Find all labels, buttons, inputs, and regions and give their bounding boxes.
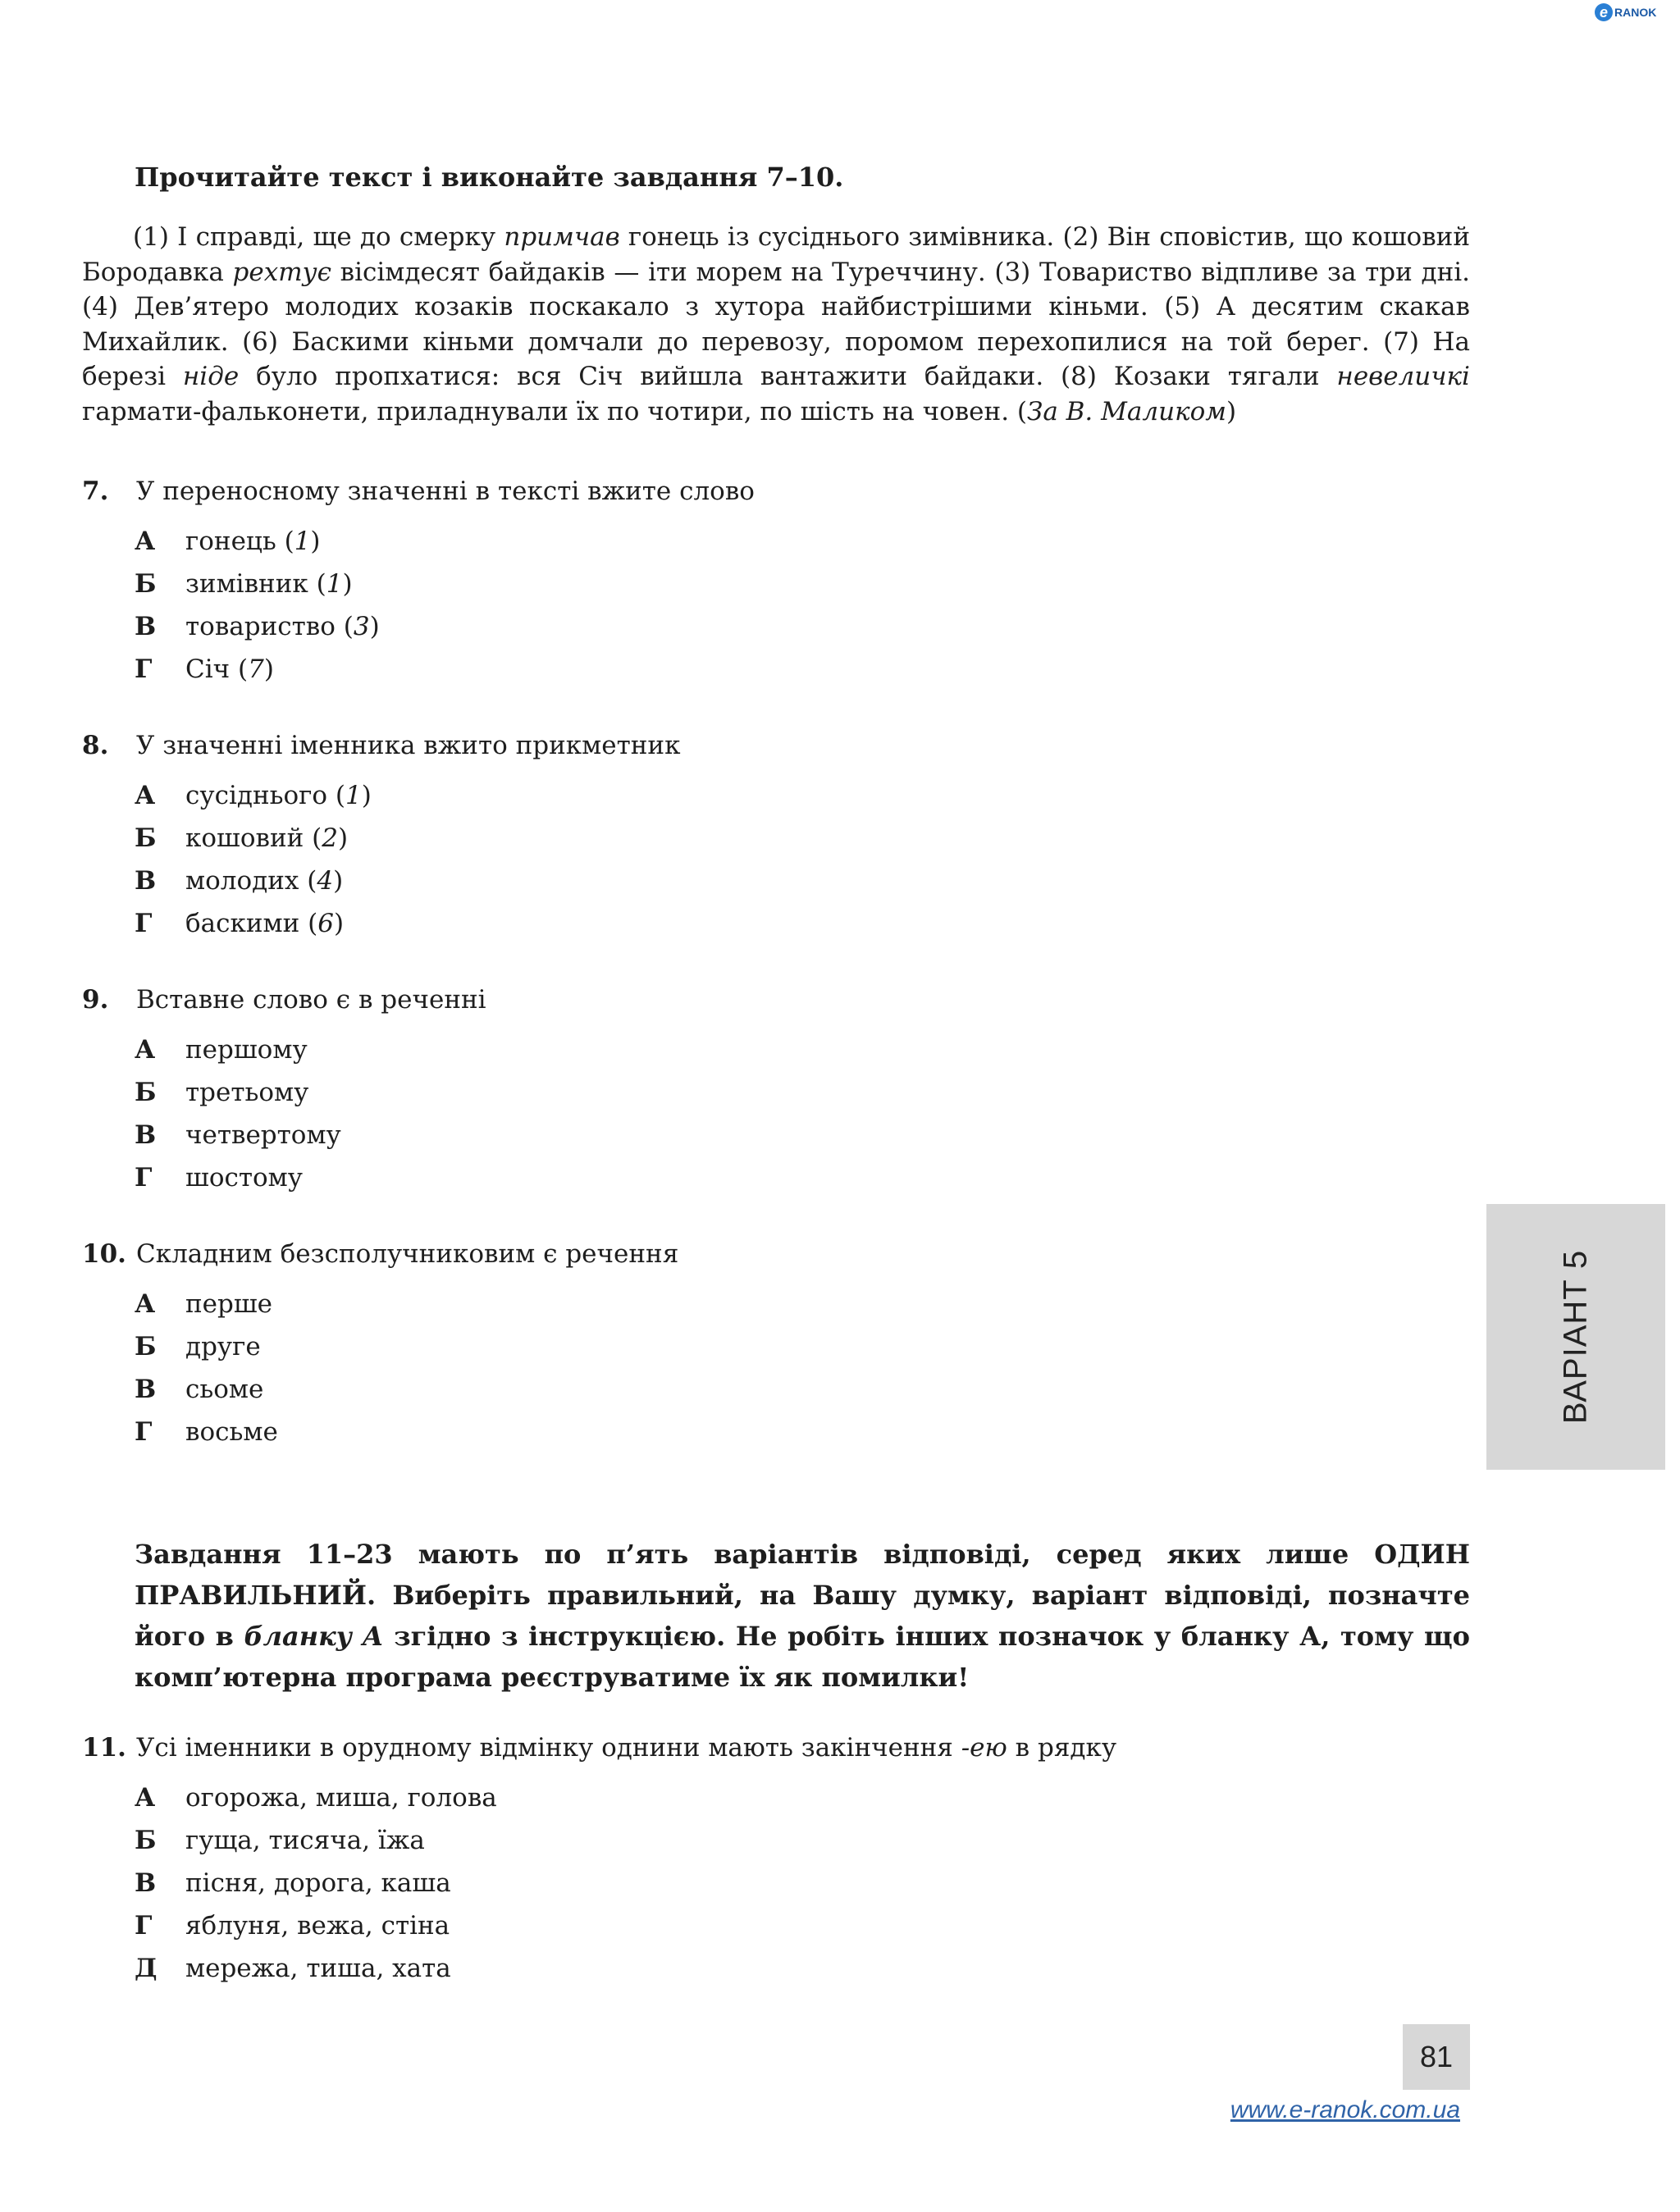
option-b[interactable] — [135, 1071, 873, 1114]
question-number: 9. — [82, 985, 109, 1015]
question-10 — [82, 1237, 678, 1271]
question-number: 10. — [82, 1239, 126, 1269]
option-letter: Г — [135, 1417, 153, 1447]
option-letter: Г — [135, 1163, 153, 1193]
passage-text: було пропхатися: вся Січ вийшла вантажити байдаки. (8) Козаки тягали — [239, 362, 1337, 391]
question-7 — [82, 474, 755, 509]
option-letter: Б — [135, 1826, 157, 1855]
option-text: огорожа, миша, голова — [185, 1783, 497, 1813]
option-text: третьому — [185, 1078, 309, 1107]
option-text: баскими ( — [185, 909, 318, 938]
passage-paragraph — [82, 220, 1470, 429]
option-text: ) — [337, 823, 349, 853]
passage-italic: ніде — [182, 362, 240, 391]
question-stem: в рядку — [1007, 1733, 1117, 1763]
instructions-block — [135, 1534, 1470, 1698]
option-letter: Б — [135, 569, 157, 599]
question-stem: Вставне слово є в реченні — [136, 985, 486, 1015]
footer-link[interactable]: www.e-ranok.com.ua — [1230, 2096, 1460, 2123]
option-letter: Г — [135, 654, 153, 684]
option-letter: В — [135, 1868, 157, 1898]
question-10-options — [135, 1283, 873, 1453]
question-11 — [82, 1731, 1116, 1765]
task-heading: Прочитайте текст і виконайте завдання 7–10. — [135, 162, 844, 193]
option-a[interactable] — [135, 1283, 873, 1325]
option-v[interactable] — [135, 1368, 873, 1411]
option-d[interactable] — [135, 1947, 873, 1990]
question-stem: У значенні іменника вжито прикметник — [136, 731, 681, 760]
option-letter: В — [135, 866, 157, 896]
option-v[interactable] — [135, 605, 873, 648]
option-text: ) — [361, 781, 372, 810]
logo-text: RANOK — [1614, 6, 1657, 19]
option-ref: 7 — [248, 654, 264, 684]
logo-mark: e — [1595, 3, 1613, 21]
question-number: 7. — [82, 477, 109, 506]
option-b[interactable] — [135, 563, 873, 605]
option-text: першому — [185, 1035, 308, 1065]
option-text: кошовий ( — [185, 823, 322, 853]
passage-author: За В. Маликом — [1027, 396, 1226, 426]
option-h[interactable] — [135, 1156, 873, 1199]
option-text: восьме — [185, 1417, 278, 1447]
option-text: сьоме — [185, 1375, 264, 1404]
option-text: ) — [263, 654, 274, 684]
option-letter: Б — [135, 823, 157, 853]
question-7-options — [135, 520, 873, 691]
option-text: гонець ( — [185, 527, 294, 556]
instructions-italic: бланку А — [244, 1621, 384, 1652]
option-h[interactable] — [135, 1411, 873, 1453]
question-number: 8. — [82, 731, 109, 760]
option-ref: 1 — [326, 569, 343, 599]
option-v[interactable] — [135, 860, 873, 902]
option-b[interactable] — [135, 1819, 873, 1862]
instructions-text: згідно з інструкцією. Не робіть інших позначок у бланку А, тому що комп’ютерна програма реєструватиме їх як помилки! — [135, 1621, 1471, 1693]
option-ref: 4 — [317, 866, 334, 896]
option-a[interactable] — [135, 1028, 873, 1071]
option-text: шостому — [185, 1163, 304, 1193]
option-text: гуща, тисяча, їжа — [185, 1826, 425, 1855]
question-stem-italic: -ею — [961, 1733, 1007, 1763]
passage-italic: примчав — [504, 222, 620, 252]
option-text: молодих ( — [185, 866, 317, 896]
question-stem: Усі іменники в орудному відмінку однини мають закінчення — [136, 1733, 961, 1763]
publisher-logo — [1595, 2, 1656, 23]
option-text: ) — [369, 612, 380, 641]
question-number: 11. — [82, 1733, 126, 1763]
question-8-options — [135, 774, 873, 945]
passage-italic: рехтує — [232, 257, 331, 287]
passage-text: гонець із сусіднього зимівника. (2) Він сповістив, що кошовий Бородавка — [82, 222, 1470, 287]
option-h[interactable] — [135, 1904, 873, 1947]
option-ref: 2 — [322, 823, 338, 853]
question-9 — [82, 983, 486, 1017]
option-letter: А — [135, 527, 156, 556]
option-letter: А — [135, 781, 156, 810]
option-h[interactable] — [135, 902, 873, 945]
passage-text: гармати-фальконети, приладнували їх по чотири, по шість на човен. ( — [82, 396, 1027, 426]
option-letter: А — [135, 1289, 156, 1319]
question-8 — [82, 728, 680, 763]
option-text: ) — [342, 569, 353, 599]
option-letter: В — [135, 1375, 157, 1404]
option-ref: 1 — [294, 527, 311, 556]
passage-text: ) — [1226, 396, 1237, 426]
option-text: друге — [185, 1332, 261, 1361]
passage-italic: невеличкі — [1336, 362, 1470, 391]
option-letter: А — [135, 1783, 156, 1813]
option-v[interactable] — [135, 1114, 873, 1156]
option-h[interactable] — [135, 648, 873, 691]
option-b[interactable] — [135, 1325, 873, 1368]
variant-side-tab — [1486, 1204, 1665, 1470]
question-11-options — [135, 1776, 873, 1990]
option-text: Січ ( — [185, 654, 249, 684]
option-text: мережа, тиша, хата — [185, 1954, 451, 1983]
variant-label: ВАРІАНТ 5 — [1557, 1249, 1594, 1425]
reading-passage — [82, 220, 1470, 429]
passage-text: вісімдесят байдаків — іти морем на Туреччину. (3) Товариство відпливе за три дні. (4) Дев’ятеро молодих козаків поскакало з хутора найбистрішими кіньми. (5) А десятим скакав Михайлик. (6) Баскими кіньми домчали до перевозу, поромом перехопилися на той берег. (7) На березі — [82, 257, 1471, 391]
option-text: перше — [185, 1289, 273, 1319]
option-text: сусіднього ( — [185, 781, 346, 810]
option-letter: В — [135, 1120, 157, 1150]
option-text: пісня, дорога, каша — [185, 1868, 451, 1898]
option-text: товариство ( — [185, 612, 354, 641]
option-text: зимівник ( — [185, 569, 326, 599]
option-a[interactable] — [135, 1776, 873, 1819]
option-a[interactable] — [135, 520, 873, 563]
option-text: ) — [310, 527, 321, 556]
option-text: яблуня, вежа, стіна — [185, 1911, 450, 1941]
option-ref: 6 — [317, 909, 335, 938]
question-stem: У переносному значенні в тексті вжите слово — [136, 477, 755, 506]
option-letter: Б — [135, 1078, 157, 1107]
question-9-options — [135, 1028, 873, 1199]
option-letter: Г — [135, 909, 153, 938]
question-stem: Складним безсполучниковим є речення — [136, 1239, 679, 1269]
option-ref: 1 — [345, 781, 362, 810]
option-text: четвертому — [185, 1120, 341, 1150]
option-letter: Д — [135, 1954, 158, 1983]
option-letter: Г — [135, 1911, 153, 1941]
option-text: ) — [334, 909, 345, 938]
passage-text: (1) І справді, ще до смерку — [133, 222, 504, 252]
option-ref: 3 — [353, 612, 370, 641]
option-letter: А — [135, 1035, 156, 1065]
option-letter: Б — [135, 1332, 157, 1361]
option-a[interactable] — [135, 774, 873, 817]
page-number: 81 — [1403, 2024, 1470, 2090]
option-b[interactable] — [135, 817, 873, 860]
instructions-text: Завдання 11–23 мають по п’ять варіантів відповіді, серед яких лише ОДИН ПРАВИЛЬНИЙ. Виберіть правильний, на Вашу думку, варіант відповіді, позначте його в — [135, 1539, 1470, 1652]
option-v[interactable] — [135, 1862, 873, 1904]
option-letter: В — [135, 612, 157, 641]
option-text: ) — [333, 866, 344, 896]
